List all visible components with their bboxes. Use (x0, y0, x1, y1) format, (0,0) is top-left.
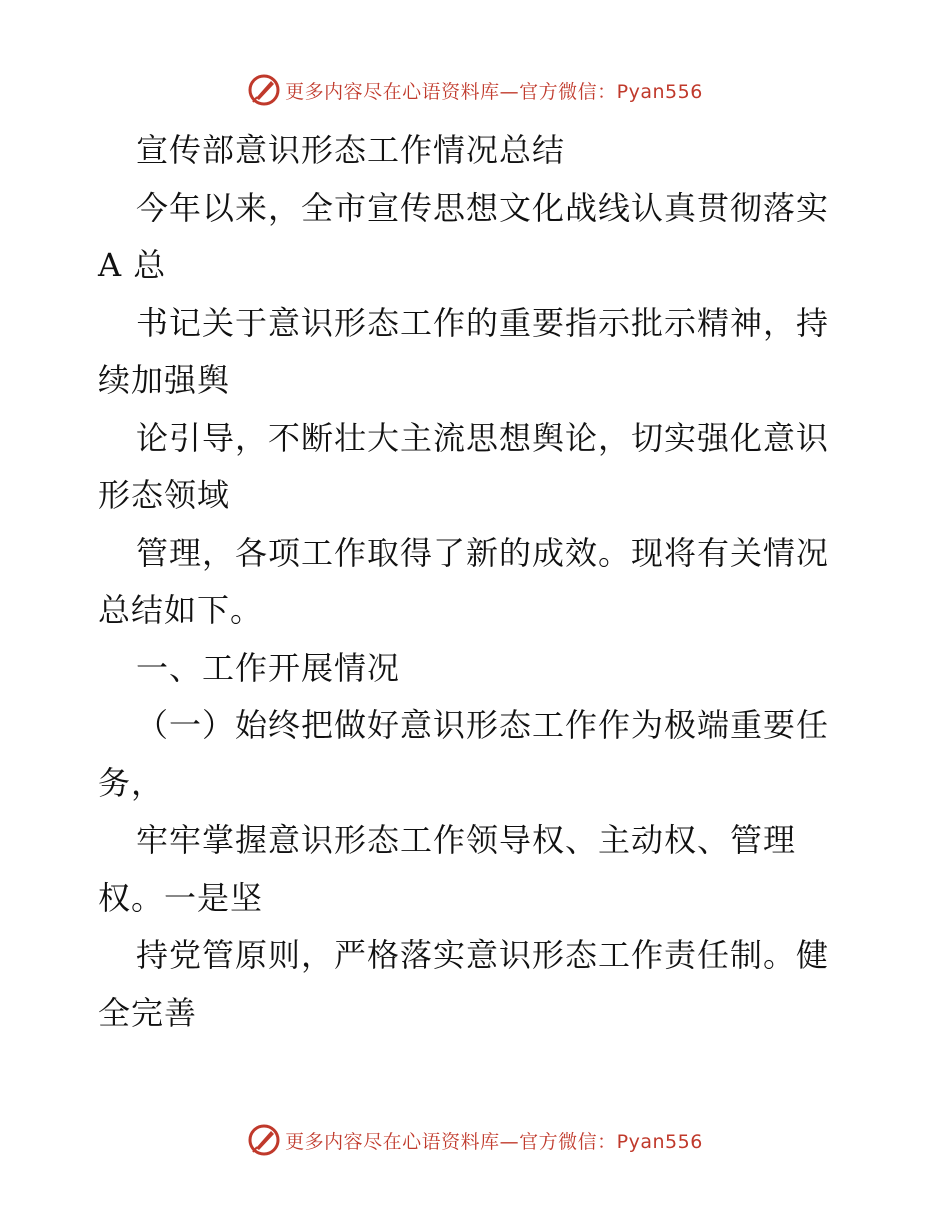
subsection-heading: （一）始终把做好意识形态工作作为极端重要任 (136, 706, 830, 744)
paragraph-line: 持党管原则，严格落实意识形态工作责任制。健 (136, 936, 830, 974)
paragraph-line: 续加强舆 (98, 361, 231, 399)
paragraph-line: 全完善 (98, 993, 198, 1032)
paragraph-line: 今年以来，全市宣传思想文化战线认真贯彻落实 (136, 188, 830, 227)
paragraph-line: 书记关于意识形态工作的重要指示批示精神，持 (136, 303, 830, 342)
watermark-footer (0, 1120, 950, 1160)
doc-title: 宣传部意识形态工作情况总结 (136, 131, 566, 169)
watermark-text: 更多内容尽在心语资料库—官方微信：Pyan556 (285, 1130, 703, 1153)
paragraph-line: A 总 (98, 246, 167, 284)
watermark-text: 更多内容尽在心语资料库—官方微信：Pyan556 (285, 80, 703, 103)
document-body (98, 122, 858, 1042)
quill-logo-icon (247, 1123, 281, 1157)
quill-logo-icon (247, 73, 281, 107)
watermark-header (0, 70, 950, 110)
paragraph-line: 牢牢掌握意识形态工作领导权、主动权、管理 (136, 821, 797, 859)
section-heading: 一、工作开展情况 (136, 648, 401, 687)
paragraph-line: 总结如下。 (98, 591, 264, 629)
paragraph-line: 论引导，不断壮大主流思想舆论，切实强化意识 (136, 418, 830, 457)
paragraph-line: 管理，各项工作取得了新的成效。现将有关情况 (136, 533, 830, 572)
paragraph-line: 务， (98, 763, 165, 802)
paragraph-line: 形态领域 (98, 476, 231, 514)
paragraph-line: 权。一是坚 (98, 878, 264, 917)
